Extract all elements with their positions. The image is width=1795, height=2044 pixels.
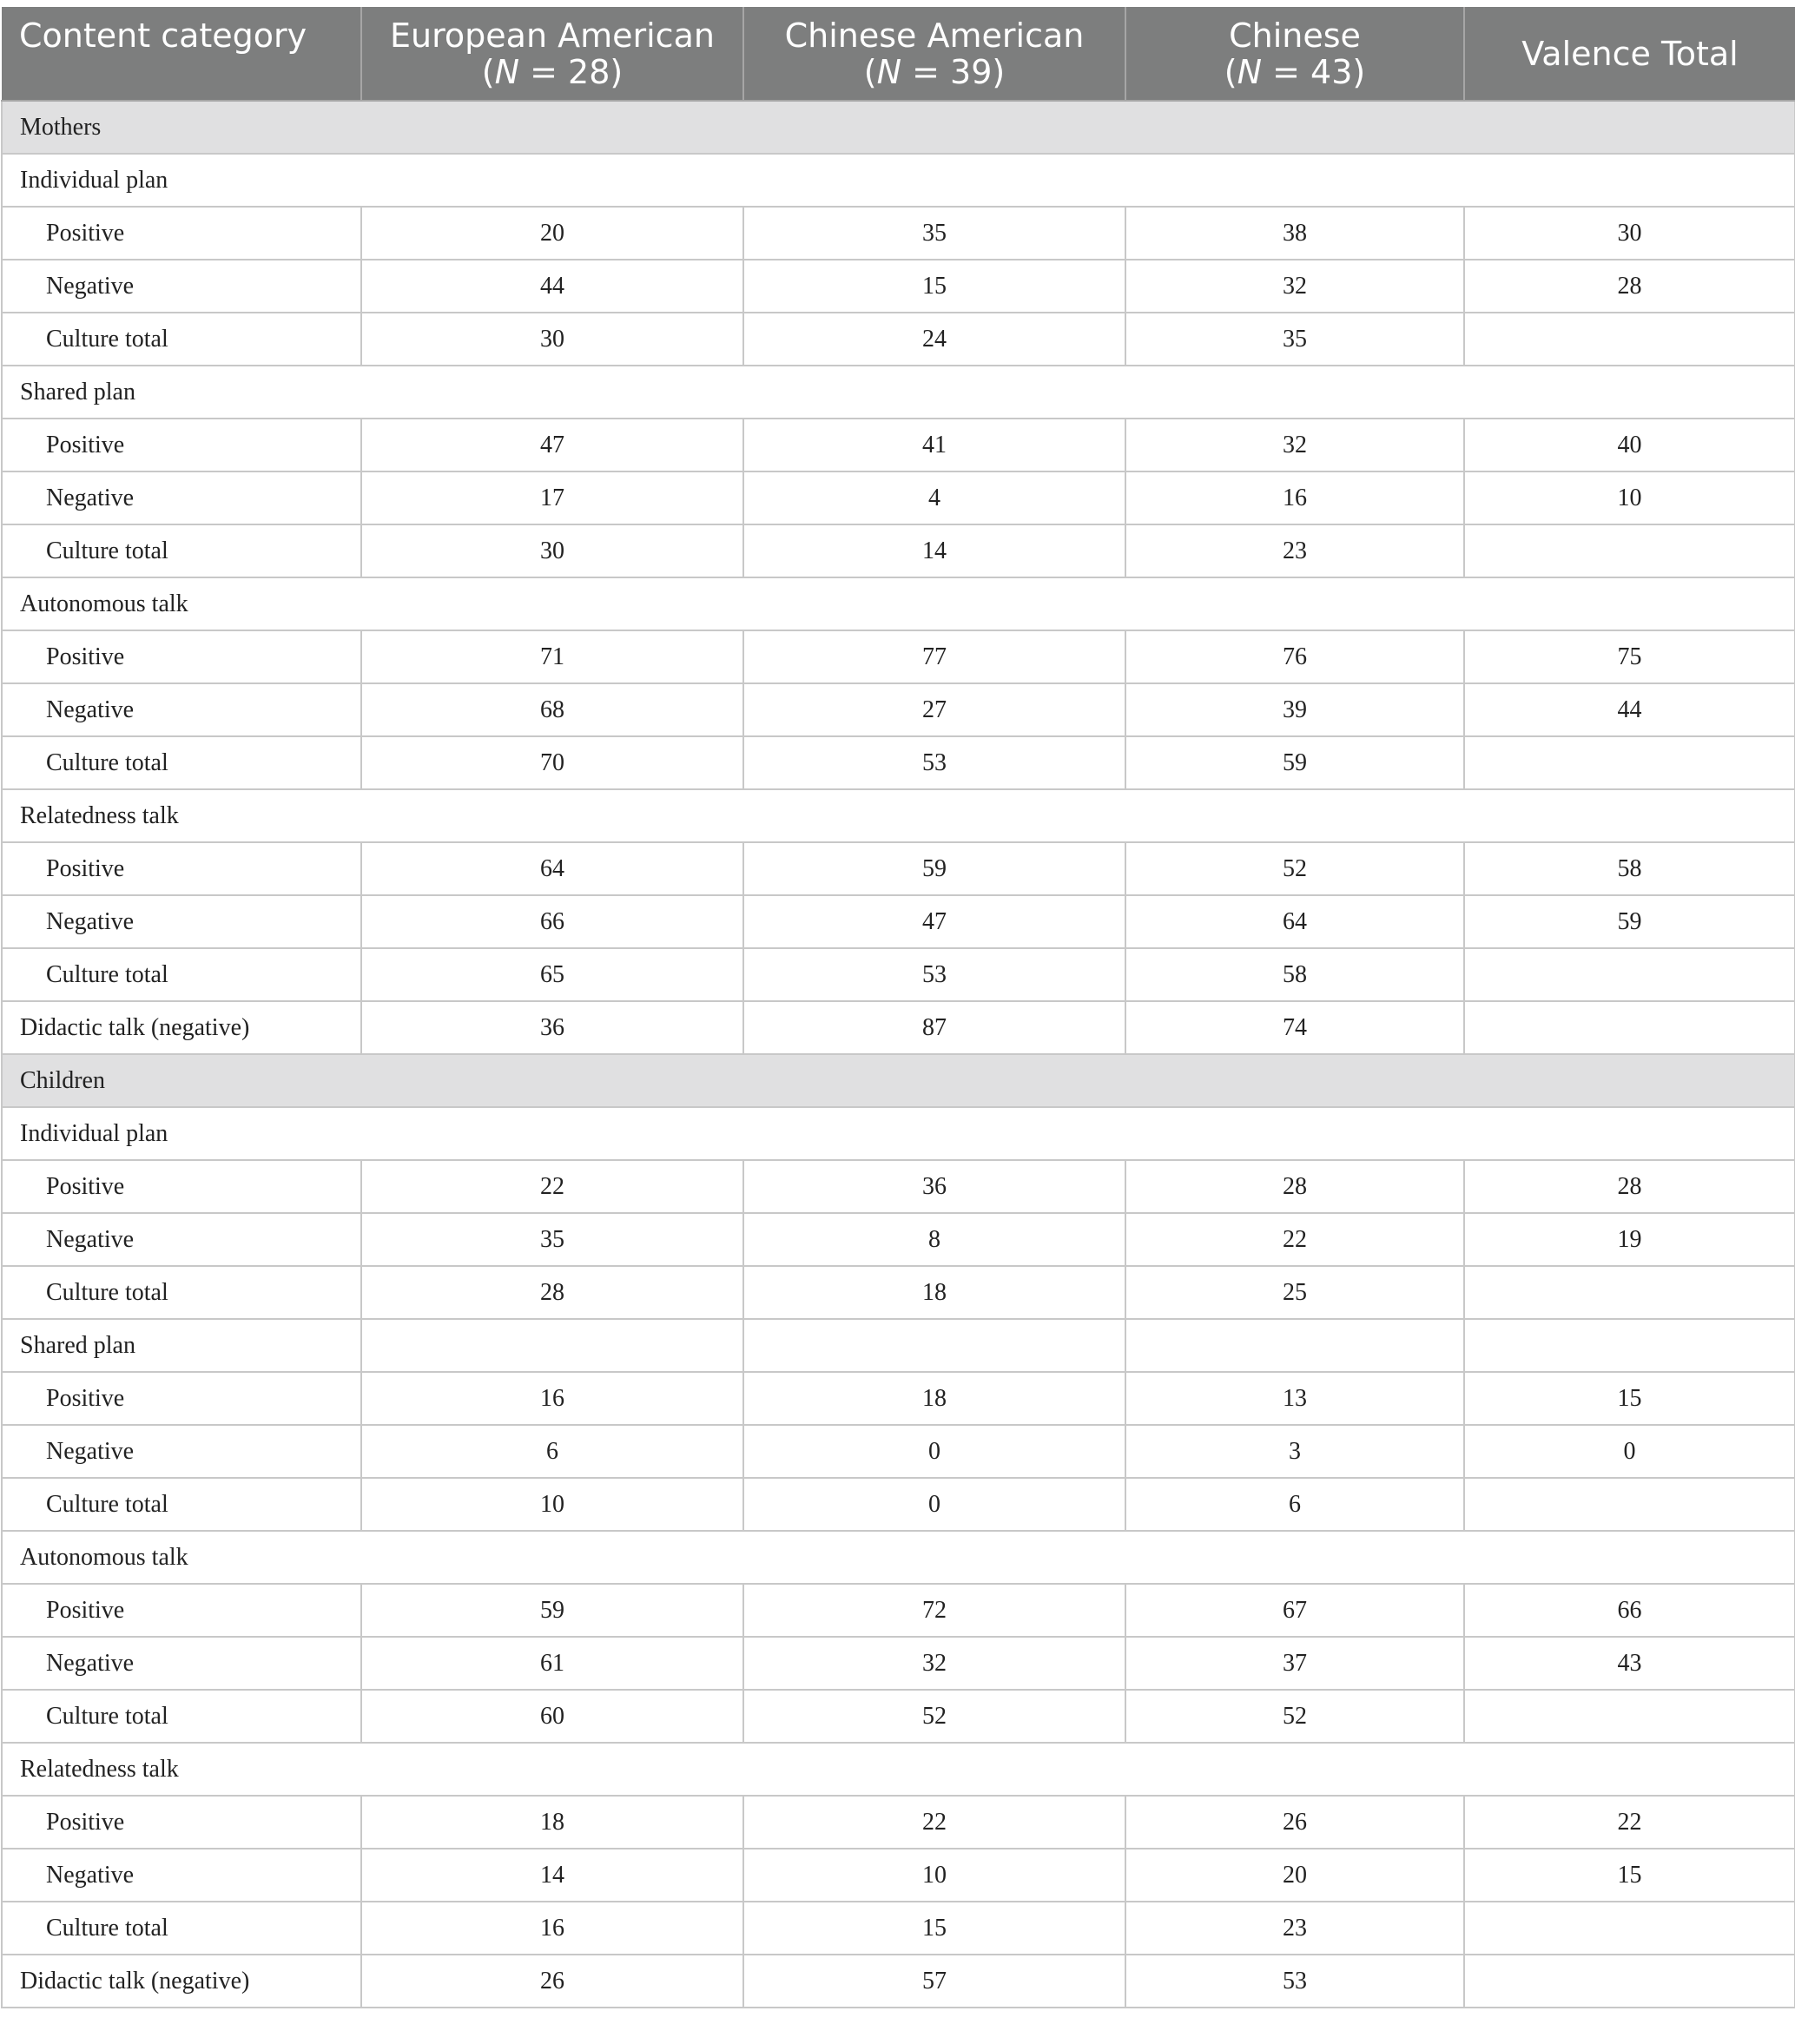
value-cell: 35 (743, 207, 1125, 260)
value-cell: 13 (1125, 1372, 1464, 1425)
value-cell (1464, 313, 1795, 366)
value-cell: 60 (361, 1690, 743, 1743)
section-row (2, 1743, 1795, 1796)
value-cell: 14 (361, 1849, 743, 1902)
row-label: Culture total (2, 524, 361, 577)
value-cell: 53 (743, 736, 1125, 789)
table-row (2, 1637, 1795, 1690)
value-cell: 37 (1125, 1637, 1464, 1690)
value-cell: 23 (1125, 1902, 1464, 1955)
value-cell: 36 (361, 1001, 743, 1054)
empty-cell (361, 1319, 743, 1372)
value-cell: 6 (1125, 1478, 1464, 1531)
value-cell: 28 (1464, 260, 1795, 313)
section-label: Shared plan (2, 1319, 361, 1372)
value-cell: 53 (743, 948, 1125, 1001)
value-cell: 44 (361, 260, 743, 313)
table-row (2, 683, 1795, 736)
value-cell: 71 (361, 630, 743, 683)
group-row (2, 101, 1795, 154)
section-row (2, 366, 1795, 419)
value-cell: 22 (743, 1796, 1125, 1849)
table-row (2, 313, 1795, 366)
value-cell (1464, 1955, 1795, 2008)
table-row (2, 1266, 1795, 1319)
row-label: Positive (2, 207, 361, 260)
empty-cell (1125, 1319, 1464, 1372)
value-cell: 15 (1464, 1372, 1795, 1425)
table-row (2, 1372, 1795, 1425)
table-row (2, 948, 1795, 1001)
row-label: Negative (2, 1637, 361, 1690)
row-label: Positive (2, 1160, 361, 1213)
table-row (2, 1425, 1795, 1478)
value-cell: 3 (1125, 1425, 1464, 1478)
row-label: Negative (2, 1425, 361, 1478)
value-cell: 22 (1125, 1213, 1464, 1266)
row-label: Positive (2, 1796, 361, 1849)
header-chinese: Chinese (N = 43) (1125, 7, 1464, 101)
value-cell: 16 (361, 1372, 743, 1425)
section-label: Shared plan (2, 366, 1795, 419)
value-cell: 66 (361, 895, 743, 948)
value-cell: 40 (1464, 419, 1795, 471)
value-cell: 35 (1125, 313, 1464, 366)
value-cell: 6 (361, 1425, 743, 1478)
value-cell (1464, 1902, 1795, 1955)
row-label: Positive (2, 630, 361, 683)
value-cell: 35 (361, 1213, 743, 1266)
table-row (2, 1849, 1795, 1902)
value-cell: 57 (743, 1955, 1125, 2008)
value-cell: 67 (1125, 1584, 1464, 1637)
value-cell: 20 (1125, 1849, 1464, 1902)
empty-cell (1464, 1319, 1795, 1372)
row-label: Culture total (2, 948, 361, 1001)
header-valence-total: Valence Total (1464, 7, 1795, 101)
value-cell: 76 (1125, 630, 1464, 683)
value-cell: 68 (361, 683, 743, 736)
header-european-american: European American (N = 28) (361, 7, 743, 101)
table-row (2, 1796, 1795, 1849)
table-row (2, 736, 1795, 789)
section-label: Individual plan (2, 1107, 1795, 1160)
section-row (2, 789, 1795, 842)
section-label: Relatedness talk (2, 1743, 1795, 1796)
section-label: Autonomous talk (2, 1531, 1795, 1584)
value-cell: 18 (361, 1796, 743, 1849)
table-row (2, 895, 1795, 948)
row-label: Culture total (2, 313, 361, 366)
value-cell: 19 (1464, 1213, 1795, 1266)
section-row (2, 577, 1795, 630)
row-label: Positive (2, 842, 361, 895)
value-cell (1464, 736, 1795, 789)
value-cell: 26 (1125, 1796, 1464, 1849)
value-cell: 15 (743, 260, 1125, 313)
value-cell: 28 (1125, 1160, 1464, 1213)
row-label: Negative (2, 895, 361, 948)
value-cell: 26 (361, 1955, 743, 2008)
value-cell: 36 (743, 1160, 1125, 1213)
value-cell (1464, 948, 1795, 1001)
value-cell: 0 (743, 1425, 1125, 1478)
table-row (2, 1478, 1795, 1531)
row-label: Culture total (2, 1902, 361, 1955)
table-row (2, 1160, 1795, 1213)
section-row (2, 1531, 1795, 1584)
table-row (2, 1902, 1795, 1955)
value-cell: 59 (1125, 736, 1464, 789)
row-label: Negative (2, 683, 361, 736)
value-cell: 24 (743, 313, 1125, 366)
value-cell (1464, 1478, 1795, 1531)
value-cell: 74 (1125, 1001, 1464, 1054)
section-label: Relatedness talk (2, 789, 1795, 842)
table-row (2, 471, 1795, 524)
value-cell: 47 (361, 419, 743, 471)
row-label: Culture total (2, 1690, 361, 1743)
row-label: Negative (2, 1213, 361, 1266)
value-cell (1464, 1690, 1795, 1743)
table-row (2, 1584, 1795, 1637)
value-cell: 52 (1125, 842, 1464, 895)
value-cell: 64 (361, 842, 743, 895)
value-cell (1464, 524, 1795, 577)
value-cell: 17 (361, 471, 743, 524)
value-cell: 47 (743, 895, 1125, 948)
table-row (2, 1690, 1795, 1743)
value-cell: 14 (743, 524, 1125, 577)
value-cell: 22 (1464, 1796, 1795, 1849)
table-row (2, 1001, 1795, 1054)
value-cell: 65 (361, 948, 743, 1001)
row-label: Negative (2, 1849, 361, 1902)
header-row (2, 7, 1795, 101)
value-cell: 0 (743, 1478, 1125, 1531)
value-cell: 58 (1464, 842, 1795, 895)
section-label: Autonomous talk (2, 577, 1795, 630)
row-label: Positive (2, 1584, 361, 1637)
value-cell: 30 (1464, 207, 1795, 260)
value-cell: 0 (1464, 1425, 1795, 1478)
value-cell: 59 (361, 1584, 743, 1637)
value-cell: 22 (361, 1160, 743, 1213)
row-label: Didactic talk (negative) (2, 1001, 361, 1054)
value-cell: 41 (743, 419, 1125, 471)
section-row (2, 1107, 1795, 1160)
value-cell: 10 (361, 1478, 743, 1531)
value-cell: 59 (1464, 895, 1795, 948)
value-cell: 43 (1464, 1637, 1795, 1690)
value-cell: 32 (743, 1637, 1125, 1690)
value-cell: 20 (361, 207, 743, 260)
row-label: Culture total (2, 1266, 361, 1319)
value-cell: 64 (1125, 895, 1464, 948)
value-cell (1464, 1266, 1795, 1319)
value-cell: 28 (361, 1266, 743, 1319)
value-cell: 10 (1464, 471, 1795, 524)
value-cell: 87 (743, 1001, 1125, 1054)
table-row (2, 260, 1795, 313)
value-cell: 52 (1125, 1690, 1464, 1743)
value-cell: 30 (361, 313, 743, 366)
row-label: Positive (2, 1372, 361, 1425)
row-label: Culture total (2, 736, 361, 789)
value-cell: 32 (1125, 419, 1464, 471)
section-row (2, 1319, 1795, 1372)
group-label: Children (2, 1054, 1795, 1107)
value-cell: 44 (1464, 683, 1795, 736)
header-content-category: Content category (2, 7, 361, 101)
table-row (2, 524, 1795, 577)
value-cell: 10 (743, 1849, 1125, 1902)
value-cell: 77 (743, 630, 1125, 683)
value-cell: 15 (1464, 1849, 1795, 1902)
group-row (2, 1054, 1795, 1107)
value-cell: 75 (1464, 630, 1795, 683)
value-cell: 16 (1125, 471, 1464, 524)
value-cell: 70 (361, 736, 743, 789)
value-cell (1464, 1001, 1795, 1054)
value-cell: 39 (1125, 683, 1464, 736)
data-table (1, 7, 1795, 2008)
value-cell: 25 (1125, 1266, 1464, 1319)
table-body (2, 101, 1795, 2008)
value-cell: 16 (361, 1902, 743, 1955)
value-cell: 18 (743, 1266, 1125, 1319)
group-label: Mothers (2, 101, 1795, 154)
value-cell: 28 (1464, 1160, 1795, 1213)
value-cell: 27 (743, 683, 1125, 736)
table-row (2, 207, 1795, 260)
table-row (2, 419, 1795, 471)
row-label: Didactic talk (negative) (2, 1955, 361, 2008)
section-label: Individual plan (2, 154, 1795, 207)
table-row (2, 630, 1795, 683)
value-cell: 61 (361, 1637, 743, 1690)
value-cell: 38 (1125, 207, 1464, 260)
value-cell: 32 (1125, 260, 1464, 313)
value-cell: 66 (1464, 1584, 1795, 1637)
row-label: Culture total (2, 1478, 361, 1531)
value-cell: 23 (1125, 524, 1464, 577)
value-cell: 59 (743, 842, 1125, 895)
value-cell: 58 (1125, 948, 1464, 1001)
value-cell: 30 (361, 524, 743, 577)
table-row (2, 842, 1795, 895)
value-cell: 18 (743, 1372, 1125, 1425)
row-label: Negative (2, 260, 361, 313)
row-label: Negative (2, 471, 361, 524)
value-cell: 4 (743, 471, 1125, 524)
header-chinese-american: Chinese American (N = 39) (743, 7, 1125, 101)
value-cell: 15 (743, 1902, 1125, 1955)
value-cell: 52 (743, 1690, 1125, 1743)
row-label: Positive (2, 419, 361, 471)
table-row (2, 1213, 1795, 1266)
value-cell: 53 (1125, 1955, 1464, 2008)
value-cell: 72 (743, 1584, 1125, 1637)
value-cell: 8 (743, 1213, 1125, 1266)
section-row (2, 154, 1795, 207)
empty-cell (743, 1319, 1125, 1372)
table-row (2, 1955, 1795, 2008)
